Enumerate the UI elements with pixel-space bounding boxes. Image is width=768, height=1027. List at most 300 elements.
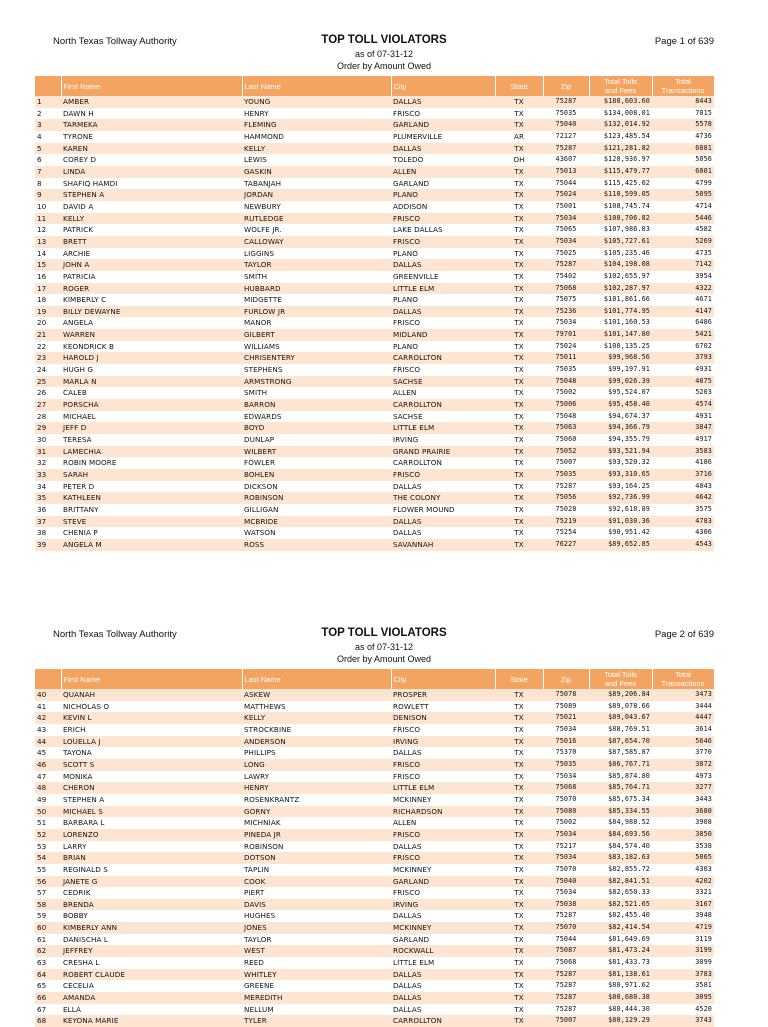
city-cell: ADDISON	[391, 201, 495, 213]
first-name-cell: KEONDRICK B	[61, 341, 242, 353]
first-name-cell: LOUELLA J	[61, 736, 242, 748]
last-name-cell: GILLIGAN	[242, 504, 391, 516]
rank-cell: 58	[35, 899, 61, 911]
rank-cell: 1	[35, 96, 61, 108]
total-tolls-cell: $87,654.70	[589, 736, 652, 748]
city-cell: FRISCO	[391, 364, 495, 376]
total-transactions-cell: 4322	[652, 283, 714, 295]
total-transactions-cell: 4973	[652, 771, 714, 783]
zip-cell: 75006	[543, 399, 589, 411]
total-transactions-cell: 3444	[652, 701, 714, 713]
total-transactions-cell: 3199	[652, 945, 714, 957]
rank-cell: 25	[35, 376, 61, 388]
city-cell: CARROLLTON	[391, 352, 495, 364]
state-cell: TX	[495, 108, 543, 120]
rank-cell: 45	[35, 747, 61, 759]
total-transactions-cell: 4714	[652, 201, 714, 213]
report-order: Order by Amount Owed	[336, 654, 432, 664]
table-row	[35, 747, 714, 759]
table-row	[35, 108, 714, 120]
col-city: City	[391, 76, 495, 96]
total-tolls-cell: $95,458.40	[589, 399, 652, 411]
rank-cell: 32	[35, 457, 61, 469]
rank-cell: 38	[35, 527, 61, 539]
first-name-cell: ELLA	[61, 1004, 242, 1016]
first-name-cell: WARREN	[61, 329, 242, 341]
total-transactions-cell: 4917	[652, 434, 714, 446]
first-name-cell: SARAH	[61, 469, 242, 481]
first-name-cell: MICHAEL	[61, 411, 242, 423]
total-transactions-cell: 3119	[652, 934, 714, 946]
report-date: as of 07-31-12	[354, 642, 414, 652]
last-name-cell: BOHLEN	[242, 469, 391, 481]
table-row	[35, 771, 714, 783]
total-tolls-cell: $83,182.63	[589, 852, 652, 864]
total-tolls-cell: $80,680.38	[589, 992, 652, 1004]
city-cell: LAKE DALLAS	[391, 224, 495, 236]
table-row	[35, 306, 714, 318]
total-tolls-cell: $101,147.80	[589, 329, 652, 341]
total-tolls-cell: $101,774.95	[589, 306, 652, 318]
zip-cell: 75007	[543, 1015, 589, 1027]
total-tolls-cell: $91,030.36	[589, 516, 652, 528]
last-name-cell: ASKEW	[242, 689, 391, 701]
table-row	[35, 341, 714, 353]
total-transactions-cell: 4671	[652, 294, 714, 306]
total-tolls-cell: $180,603.60	[589, 96, 652, 108]
total-transactions-cell: 3872	[652, 759, 714, 771]
table-row	[35, 154, 714, 166]
table-row	[35, 178, 714, 190]
last-name-cell: FOWLER	[242, 457, 391, 469]
last-name-cell: CHRISENTERY	[242, 352, 391, 364]
table-row	[35, 294, 714, 306]
total-transactions-cell: 4735	[652, 248, 714, 260]
total-tolls-cell: $115,479.77	[589, 166, 652, 178]
first-name-cell: JEFFREY	[61, 945, 242, 957]
city-cell: ALLEN	[391, 166, 495, 178]
total-transactions-cell: 3948	[652, 910, 714, 922]
state-cell: TX	[495, 352, 543, 364]
city-cell: IRVING	[391, 736, 495, 748]
rank-cell: 64	[35, 969, 61, 981]
zip-cell: 75087	[543, 945, 589, 957]
table-row	[35, 131, 714, 143]
total-tolls-cell: $120,936.97	[589, 154, 652, 166]
total-transactions-cell: 4582	[652, 224, 714, 236]
total-transactions-cell: 4736	[652, 131, 714, 143]
first-name-cell: TAYONA	[61, 747, 242, 759]
state-cell: TX	[495, 841, 543, 853]
first-name-cell: CRESHA L	[61, 957, 242, 969]
city-cell: DALLAS	[391, 306, 495, 318]
last-name-cell: DUNLAP	[242, 434, 391, 446]
city-cell: THE COLONY	[391, 492, 495, 504]
col-total-tolls: Total Tolls and Fees	[589, 669, 652, 689]
table-row	[35, 399, 714, 411]
total-transactions-cell: 5421	[652, 329, 714, 341]
city-cell: GRAND PRAIRIE	[391, 446, 495, 458]
city-cell: PLANO	[391, 294, 495, 306]
table-row	[35, 213, 714, 225]
state-cell: TX	[495, 271, 543, 283]
state-cell: TX	[495, 283, 543, 295]
table-row	[35, 829, 714, 841]
state-cell: TX	[495, 96, 543, 108]
last-name-cell: TYLER	[242, 1015, 391, 1027]
total-tolls-cell: $123,485.54	[589, 131, 652, 143]
state-cell: TX	[495, 817, 543, 829]
state-cell: TX	[495, 701, 543, 713]
first-name-cell: ROBIN MOORE	[61, 457, 242, 469]
total-transactions-cell: 6001	[652, 166, 714, 178]
zip-cell: 75052	[543, 446, 589, 458]
page-header	[0, 0, 768, 75]
last-name-cell: ROSENKRANTZ	[242, 794, 391, 806]
state-cell: TX	[495, 945, 543, 957]
last-name-cell: EDWARDS	[242, 411, 391, 423]
rank-cell: 37	[35, 516, 61, 528]
state-cell: TX	[495, 876, 543, 888]
first-name-cell: LARRY	[61, 841, 242, 853]
zip-cell: 75065	[543, 224, 589, 236]
total-tolls-cell: $99,197.91	[589, 364, 652, 376]
table-row	[35, 329, 714, 341]
city-cell: FRISCO	[391, 724, 495, 736]
last-name-cell: ROBINSON	[242, 841, 391, 853]
city-cell: SAVANNAH	[391, 539, 495, 551]
total-transactions-cell: 4574	[652, 399, 714, 411]
total-transactions-cell: 6081	[652, 143, 714, 155]
city-cell: LITTLE ELM	[391, 782, 495, 794]
state-cell: TX	[495, 957, 543, 969]
last-name-cell: ROBINSON	[242, 492, 391, 504]
total-tolls-cell: $85,874.80	[589, 771, 652, 783]
total-tolls-cell: $82,855.72	[589, 864, 652, 876]
total-tolls-cell: $86,767.71	[589, 759, 652, 771]
rank-cell: 5	[35, 143, 61, 155]
city-cell: PLANO	[391, 189, 495, 201]
state-cell: TX	[495, 689, 543, 701]
report-title: TOP TOLL VIOLATORS	[321, 627, 447, 639]
first-name-cell: CEDRIK	[61, 887, 242, 899]
zip-cell: 75287	[543, 96, 589, 108]
rank-cell: 24	[35, 364, 61, 376]
total-transactions-cell: 4306	[652, 527, 714, 539]
zip-cell: 75034	[543, 852, 589, 864]
state-cell: TX	[495, 724, 543, 736]
table-row	[35, 236, 714, 248]
org-name: North Texas Tollway Authority	[53, 36, 177, 47]
state-cell: TX	[495, 1015, 543, 1027]
city-cell: CARROLLTON	[391, 457, 495, 469]
state-cell: TX	[495, 236, 543, 248]
table-row	[35, 806, 714, 818]
table-row	[35, 248, 714, 260]
rank-cell: 28	[35, 411, 61, 423]
city-cell: DALLAS	[391, 96, 495, 108]
first-name-cell: ARCHIE	[61, 248, 242, 260]
zip-cell: 75078	[543, 689, 589, 701]
total-tolls-cell: $93,164.25	[589, 481, 652, 493]
table-row	[35, 817, 714, 829]
rank-cell: 41	[35, 701, 61, 713]
zip-cell: 75068	[543, 782, 589, 794]
total-transactions-cell: 4931	[652, 411, 714, 423]
state-cell: TX	[495, 992, 543, 1004]
total-tolls-cell: $102,287.97	[589, 283, 652, 295]
first-name-cell: JOHN A	[61, 259, 242, 271]
table-row	[35, 712, 714, 724]
state-cell: TX	[495, 387, 543, 399]
city-cell: DALLAS	[391, 481, 495, 493]
table-row	[35, 969, 714, 981]
total-tolls-cell: $84,988.52	[589, 817, 652, 829]
zip-cell: 75035	[543, 759, 589, 771]
state-cell: TX	[495, 224, 543, 236]
city-cell: CARROLLTON	[391, 1015, 495, 1027]
table-header-row	[35, 669, 714, 689]
last-name-cell: MANOR	[242, 317, 391, 329]
city-cell: FRISCO	[391, 317, 495, 329]
first-name-cell: CECELIA	[61, 980, 242, 992]
state-cell: TX	[495, 887, 543, 899]
total-tolls-cell: $82,455.40	[589, 910, 652, 922]
total-transactions-cell: 4931	[652, 364, 714, 376]
rank-cell: 67	[35, 1004, 61, 1016]
table-row	[35, 201, 714, 213]
first-name-cell: KAREN	[61, 143, 242, 155]
total-tolls-cell: $92,618.89	[589, 504, 652, 516]
state-cell: OH	[495, 154, 543, 166]
first-name-cell: TERESA	[61, 434, 242, 446]
city-cell: GARLAND	[391, 876, 495, 888]
total-transactions-cell: 3443	[652, 794, 714, 806]
zip-cell: 75044	[543, 934, 589, 946]
total-transactions-cell: 4186	[652, 457, 714, 469]
total-tolls-cell: $93,520.32	[589, 457, 652, 469]
first-name-cell: BOBBY	[61, 910, 242, 922]
city-cell: FRISCO	[391, 236, 495, 248]
state-cell: TX	[495, 492, 543, 504]
zip-cell: 72127	[543, 131, 589, 143]
zip-cell: 75287	[543, 969, 589, 981]
last-name-cell: MEREDITH	[242, 992, 391, 1004]
last-name-cell: DICKSON	[242, 481, 391, 493]
last-name-cell: PIERT	[242, 887, 391, 899]
zip-cell: 75002	[543, 817, 589, 829]
zip-cell: 75287	[543, 992, 589, 1004]
state-cell: TX	[495, 736, 543, 748]
col-city: City	[391, 669, 495, 689]
zip-cell: 75034	[543, 887, 589, 899]
city-cell: FRISCO	[391, 771, 495, 783]
table-row	[35, 352, 714, 364]
total-transactions-cell: 5095	[652, 189, 714, 201]
table-row	[35, 736, 714, 748]
last-name-cell: WATSON	[242, 527, 391, 539]
total-transactions-cell: 4783	[652, 516, 714, 528]
rank-cell: 20	[35, 317, 61, 329]
zip-cell: 75034	[543, 236, 589, 248]
table-row	[35, 422, 714, 434]
first-name-cell: AMBER	[61, 96, 242, 108]
report-title: TOP TOLL VIOLATORS	[321, 34, 447, 46]
report-page-2	[0, 593, 768, 1026]
total-transactions-cell: 5065	[652, 852, 714, 864]
total-tolls-cell: $104,198.08	[589, 259, 652, 271]
rank-cell: 39	[35, 539, 61, 551]
city-cell: ROWLETT	[391, 701, 495, 713]
table-row	[35, 446, 714, 458]
city-cell: DALLAS	[391, 969, 495, 981]
first-name-cell: CHERON	[61, 782, 242, 794]
state-cell: TX	[495, 852, 543, 864]
first-name-cell: COREY D	[61, 154, 242, 166]
city-cell: PROSPER	[391, 689, 495, 701]
col-last-name: Last Name	[242, 669, 391, 689]
rank-cell: 68	[35, 1015, 61, 1027]
total-tolls-cell: $101,861.66	[589, 294, 652, 306]
total-tolls-cell: $105,727.61	[589, 236, 652, 248]
last-name-cell: JONES	[242, 922, 391, 934]
city-cell: DALLAS	[391, 527, 495, 539]
table-row	[35, 1004, 714, 1016]
state-cell: TX	[495, 899, 543, 911]
last-name-cell: REED	[242, 957, 391, 969]
total-transactions-cell: 3954	[652, 271, 714, 283]
total-tolls-cell: $82,650.33	[589, 887, 652, 899]
state-cell: TX	[495, 481, 543, 493]
state-cell: TX	[495, 422, 543, 434]
rank-cell: 9	[35, 189, 61, 201]
table-row	[35, 516, 714, 528]
zip-cell: 75287	[543, 259, 589, 271]
last-name-cell: TABANJAH	[242, 178, 391, 190]
total-transactions-cell: 3321	[652, 887, 714, 899]
city-cell: PLUMERVILLE	[391, 131, 495, 143]
col-total-transactions: Total Transactions	[652, 76, 714, 96]
total-transactions-cell: 3793	[652, 352, 714, 364]
last-name-cell: STROCKBINE	[242, 724, 391, 736]
total-transactions-cell: 3581	[652, 980, 714, 992]
state-cell: TX	[495, 213, 543, 225]
table-row	[35, 143, 714, 155]
total-transactions-cell: 6486	[652, 317, 714, 329]
total-tolls-cell: $121,281.82	[589, 143, 652, 155]
rank-cell: 16	[35, 271, 61, 283]
state-cell: TX	[495, 516, 543, 528]
total-transactions-cell: 4202	[652, 876, 714, 888]
col-zip: Zip	[543, 669, 589, 689]
total-tolls-cell: $85,334.55	[589, 806, 652, 818]
first-name-cell: HAROLD J	[61, 352, 242, 364]
table-row	[35, 119, 714, 131]
first-name-cell: BILLY DEWAYNE	[61, 306, 242, 318]
total-transactions-cell: 4303	[652, 864, 714, 876]
city-cell: LITTLE ELM	[391, 283, 495, 295]
state-cell: TX	[495, 864, 543, 876]
zip-cell: 75035	[543, 108, 589, 120]
city-cell: FRISCO	[391, 213, 495, 225]
last-name-cell: FLEMING	[242, 119, 391, 131]
total-tolls-cell: $93,521.94	[589, 446, 652, 458]
total-transactions-cell: 3583	[652, 446, 714, 458]
rank-cell: 65	[35, 980, 61, 992]
city-cell: DALLAS	[391, 980, 495, 992]
zip-cell: 75070	[543, 864, 589, 876]
state-cell: TX	[495, 364, 543, 376]
table-row	[35, 189, 714, 201]
total-tolls-cell: $84,693.56	[589, 829, 652, 841]
first-name-cell: LORENZO	[61, 829, 242, 841]
total-tolls-cell: $87,585.87	[589, 747, 652, 759]
city-cell: GARLAND	[391, 178, 495, 190]
first-name-cell: PATRICIA	[61, 271, 242, 283]
zip-cell: 75070	[543, 922, 589, 934]
state-cell: TX	[495, 910, 543, 922]
last-name-cell: MCBRIDE	[242, 516, 391, 528]
state-cell: TX	[495, 747, 543, 759]
state-cell: TX	[495, 189, 543, 201]
total-tolls-cell: $85,675.34	[589, 794, 652, 806]
total-transactions-cell: 4799	[652, 178, 714, 190]
total-tolls-cell: $84,574.40	[589, 841, 652, 853]
first-name-cell: AMANDA	[61, 992, 242, 1004]
city-cell: ALLEN	[391, 387, 495, 399]
zip-cell: 75236	[543, 306, 589, 318]
rank-cell: 44	[35, 736, 61, 748]
state-cell: TX	[495, 759, 543, 771]
last-name-cell: BARRON	[242, 399, 391, 411]
total-tolls-cell: $93,310.65	[589, 469, 652, 481]
city-cell: FLOWER MOUND	[391, 504, 495, 516]
city-cell: DENISON	[391, 712, 495, 724]
total-tolls-cell: $92,736.99	[589, 492, 652, 504]
table-row	[35, 701, 714, 713]
total-transactions-cell: 3099	[652, 957, 714, 969]
last-name-cell: LEWIS	[242, 154, 391, 166]
first-name-cell: MONIKA	[61, 771, 242, 783]
zip-cell: 75048	[543, 376, 589, 388]
table-row	[35, 899, 714, 911]
col-total-tolls: Total Tolls and Fees	[589, 76, 652, 96]
rank-cell: 60	[35, 922, 61, 934]
first-name-cell: SHAFIQ HAMDI	[61, 178, 242, 190]
last-name-cell: PHILLIPS	[242, 747, 391, 759]
total-transactions-cell: 7015	[652, 108, 714, 120]
last-name-cell: GREENE	[242, 980, 391, 992]
rank-cell: 51	[35, 817, 61, 829]
city-cell: LITTLE ELM	[391, 957, 495, 969]
last-name-cell: WEST	[242, 945, 391, 957]
total-transactions-cell: 3770	[652, 747, 714, 759]
table-row	[35, 469, 714, 481]
state-cell: TX	[495, 341, 543, 353]
total-tolls-cell: $101,160.53	[589, 317, 652, 329]
first-name-cell: JEFF D	[61, 422, 242, 434]
city-cell: DALLAS	[391, 841, 495, 853]
last-name-cell: NEWBURY	[242, 201, 391, 213]
first-name-cell: MARLA N	[61, 376, 242, 388]
rank-cell: 22	[35, 341, 61, 353]
state-cell: TX	[495, 980, 543, 992]
page-header	[0, 593, 768, 668]
city-cell: FRISCO	[391, 887, 495, 899]
city-cell: MIDLAND	[391, 329, 495, 341]
total-tolls-cell: $99,026.39	[589, 376, 652, 388]
first-name-cell: TARMEKA	[61, 119, 242, 131]
